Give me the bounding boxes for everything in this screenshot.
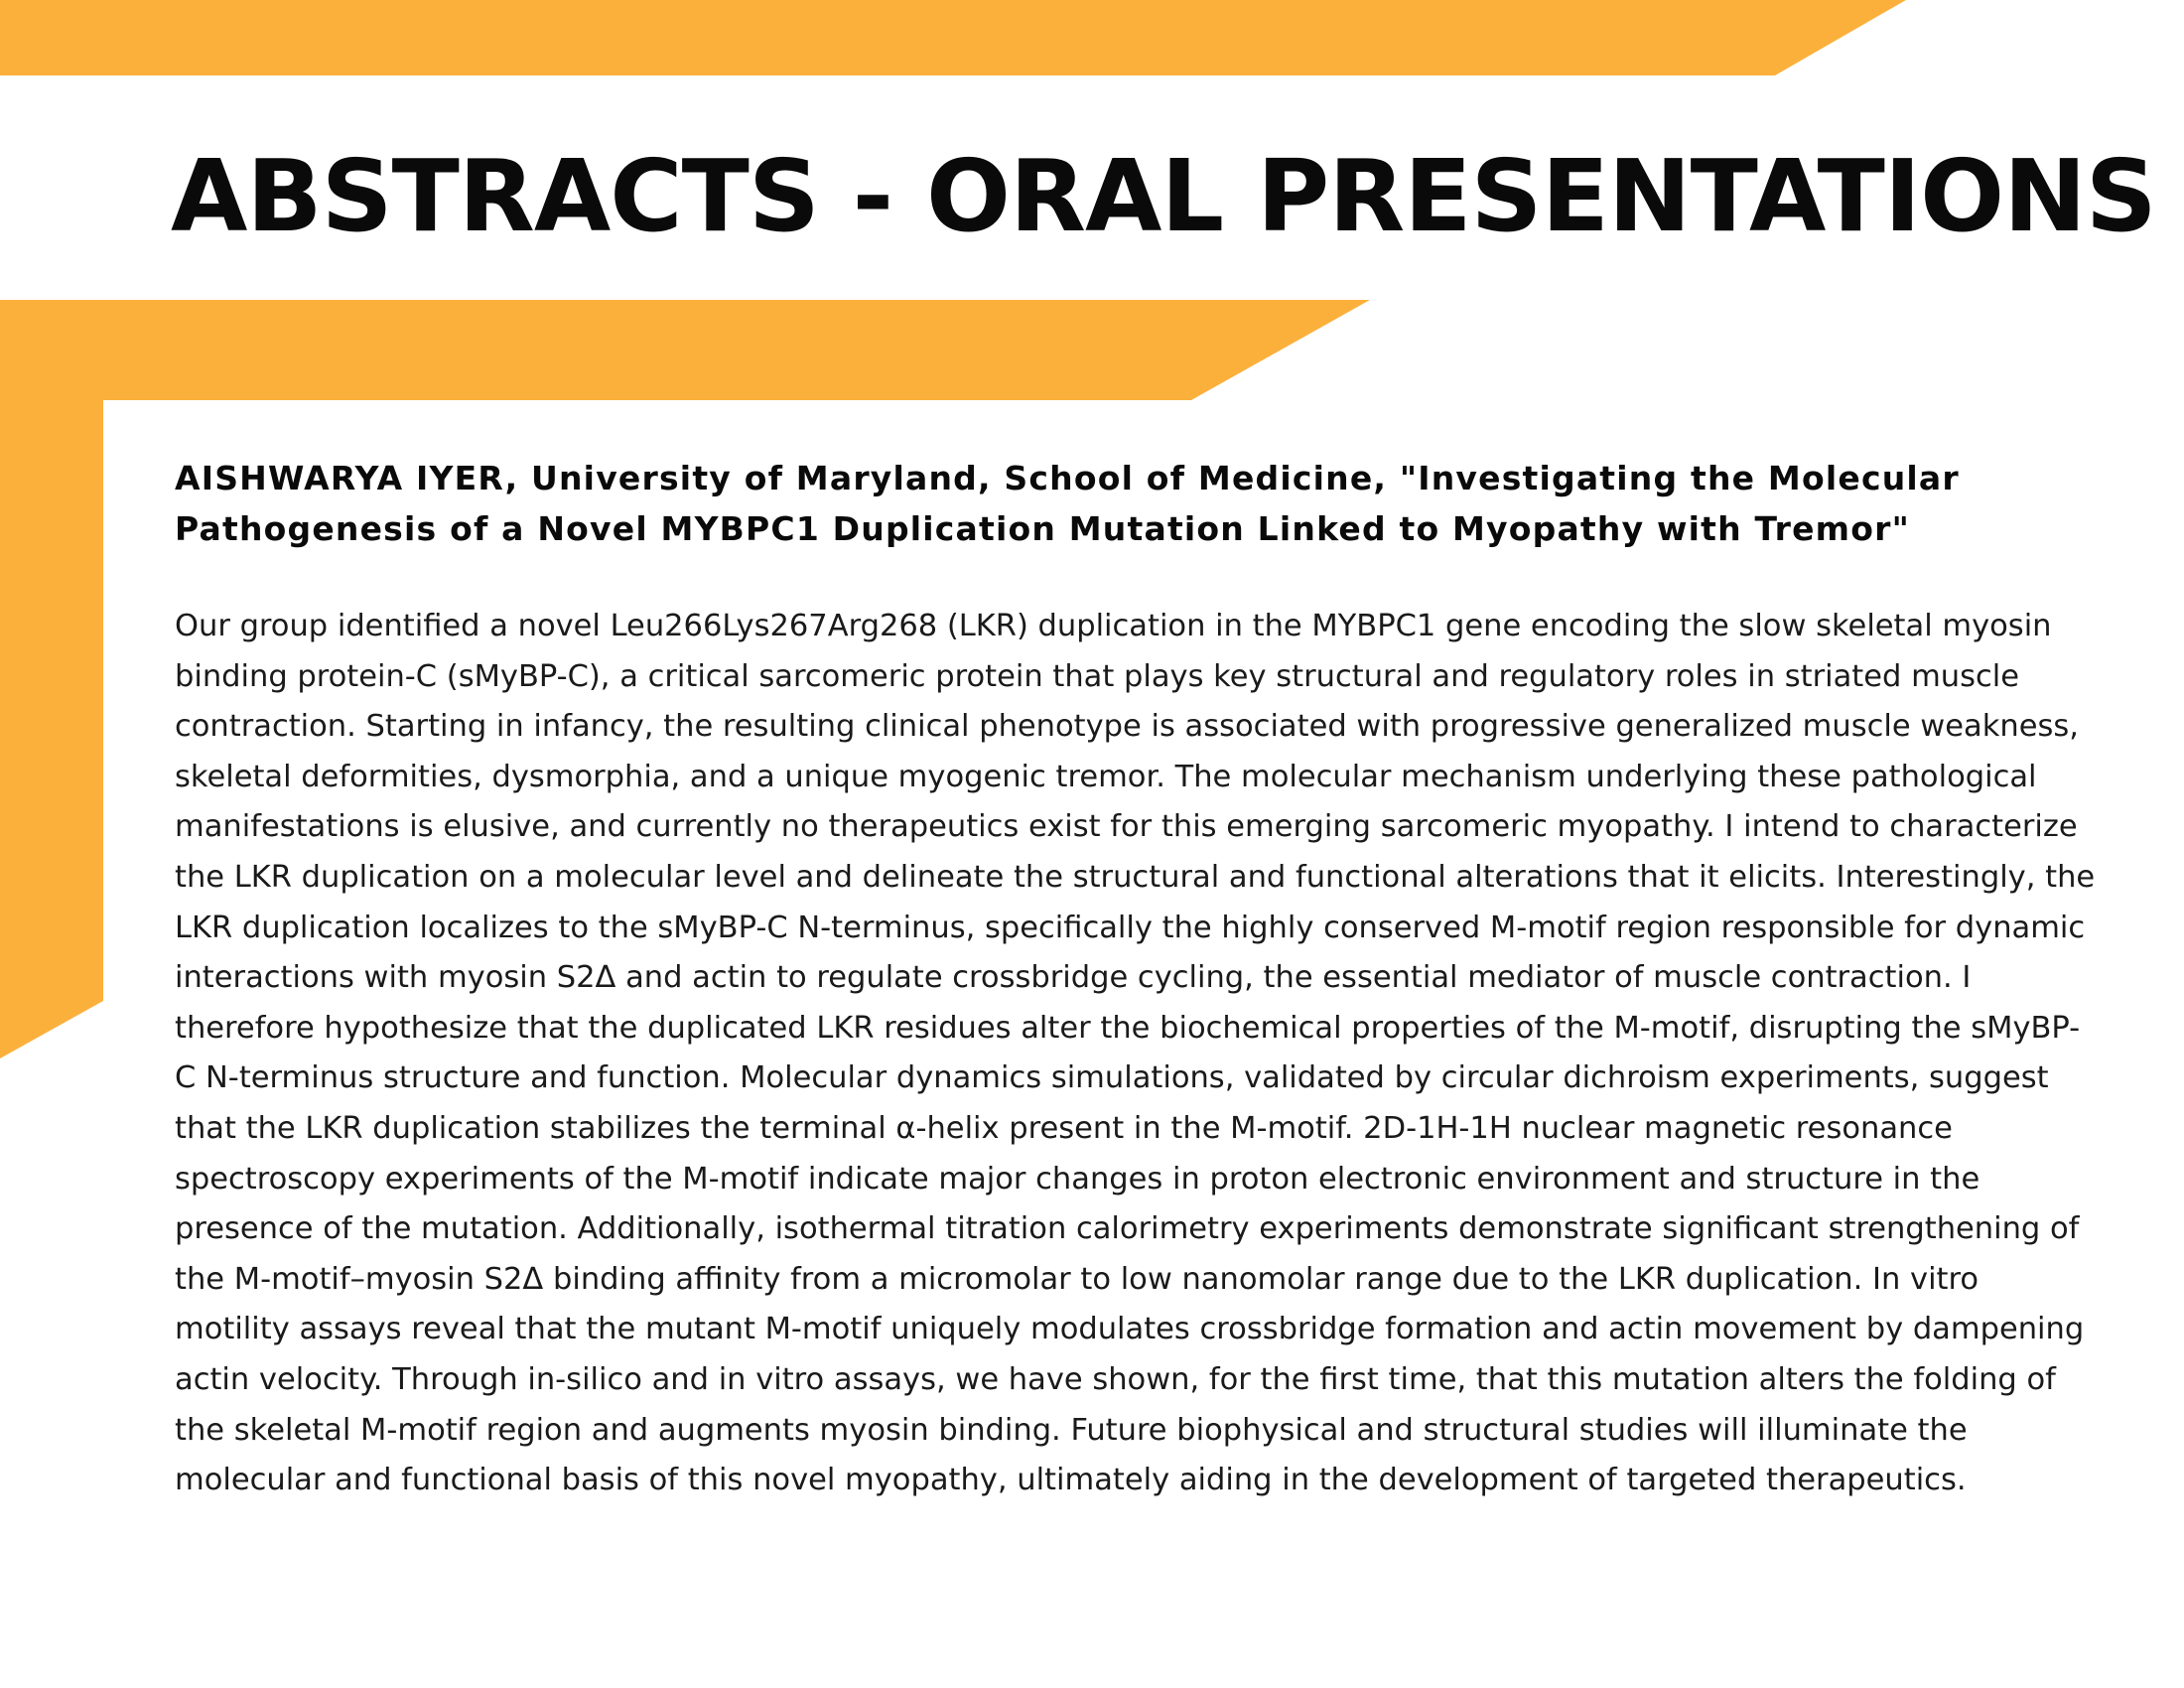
abstract-heading bbox=[175, 453, 2101, 554]
top-banner-stripe bbox=[0, 0, 1906, 75]
abstract-body: Our group identified a novel Leu266Lys267Arg268 (LKR) duplication in the MYBPC1 gene encoding the slow skeletal myosin binding protein-C (sMyBP-C), a critical sarcomeric protein that plays key structural and regulatory roles in striated muscle contraction. Starting in infancy, the resulting clinical phenotype is associated with progressive generalized muscle weakness, skeletal deformities, dysmorphia, and a unique myogenic tremor. The molecular mechanism underlying these pathological manifestations is elusive, and currently no therapeutics exist for this emerging sarcomeric myopathy. I intend to characterize the LKR duplication on a molecular level and delineate the structural and functional alterations that it elicits. Interestingly, the LKR duplication localizes to the sMyBP-C N-terminus, specifically the highly conserved M-motif region responsible for dynamic interactions with myosin S2Δ and actin to regulate crossbridge cycling, the essential mediator of muscle contraction. I therefore hypothesize that the duplicated LKR residues alter the biochemical properties of the M-motif, disrupting the sMyBP-C N-terminus structure and function. Molecular dynamics simulations, validated by circular dichroism experiments, suggest that the LKR duplication stabilizes the terminal α-helix present in the M-motif. 2D-1H-1H nuclear magnetic resonance spectroscopy experiments of the M-motif indicate major changes in proton electronic environment and structure in the presence of the mutation. Additionally, isothermal titration calorimetry experiments demonstrate significant strengthening of the M-motif–myosin S2Δ binding affinity from a micromolar to low nanomolar range due to the LKR duplication. In vitro motility assays reveal that the mutant M-motif uniquely modulates crossbridge formation and actin movement by dampening actin velocity. Through in-silico and in vitro assays, we have shown, for the first time, that this mutation alters the folding of the skeletal M-motif region and augments myosin binding. Future biophysical and structural studies will illuminate the molecular and functional basis of this novel myopathy, ultimately aiding in the development of targeted therapeutics. bbox=[175, 609, 2096, 1498]
page-title: ABSTRACTS - ORAL PRESENTATIONS bbox=[171, 138, 2156, 254]
abstract-heading-line-2: Pathogenesis of a Novel MYBPC1 Duplication Mutation Linked to Myopathy with Tremor" bbox=[175, 509, 1911, 548]
abstract-section bbox=[175, 453, 2101, 1506]
abstract-heading-line-1: AISHWARYA IYER, University of Maryland, School of Medicine, "Investigating the Molecular bbox=[175, 459, 1960, 497]
